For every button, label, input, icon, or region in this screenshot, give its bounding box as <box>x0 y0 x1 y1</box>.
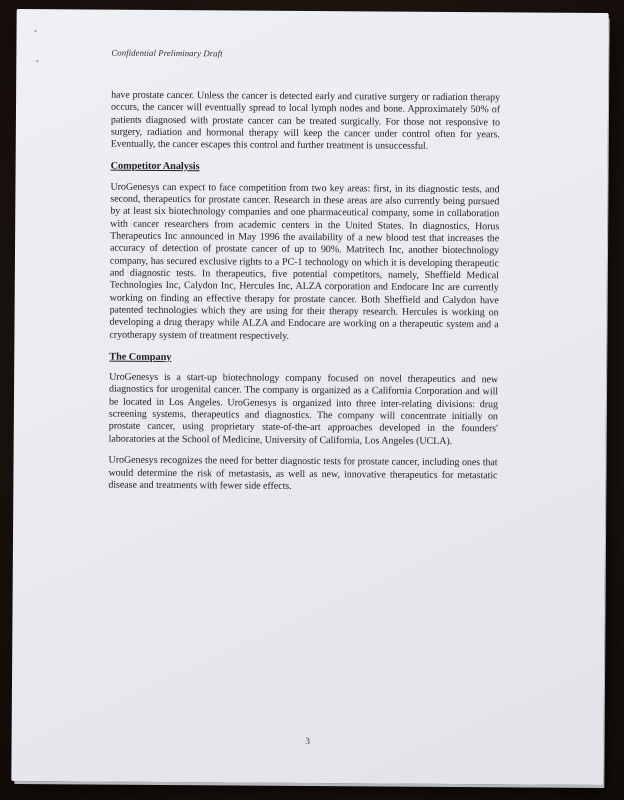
paragraph-company-overview: UroGenesys is a start-up biotechnology company focused on novel therapeutics and new diagnostics for urogenital cancer. The company is organized as a California Corporation and will be located in Los Angeles. UroGenesys is organized into three inter-relating divisions: drug screening systems, therapeutics and diagnostics. The company will concentrate initially on prostate cancer, using proprietary state-of-the-art approaches developed in the founders' laboratories at the School of Medicine, University of California, Los Angeles (UCLA). <box>108 371 499 447</box>
scan-speck <box>35 30 37 32</box>
paragraph-competition: UroGenesys can expect to face competition from two key areas: first, in its diagnostic tests, and second, therapeutics for prostate cancer. Research in these areas are also currently being pursued by at least six biotechnology companies and one pharmaceutical company, some in collaboration with cancer researchers from academic centers in the United States. In diagnostics, Horus Therapeutics Inc announced in May 1996 the availability of a new blood test that increases the accuracy of detection of prostate cancer of up to 90%. Matritech Inc, another biotechnology company, has secured exclusive rights to a PC-1 technology on which it is developing therapeutic and diagnostic tests. In therapeutics, five potential competitors, namely, Sheffield Medical Technologies Inc, Calydon Inc, Hercules Inc, ALZA corporation and Endocare Inc are currently working on finding an effective therapy for prostate cancer. Both Sheffield and Calydon have patented technologies which they are using for their therapy research. Hercules is working on developing a drug therapy while ALZA and Endocare are working on a therapeutic system and a cryotherapy system of treatment respectively. <box>109 181 500 342</box>
document-body <box>108 90 500 505</box>
confidentiality-header: Confidential Preliminary Draft <box>111 47 223 59</box>
heading-the-company: The Company <box>109 351 172 363</box>
document-page <box>11 9 608 785</box>
paragraph-prostate-cancer-intro: have prostate cancer. Unless the cancer is detected early and curative surgery or radiation therapy occurs, the cancer will eventually spread to local lymph nodes and bone. Approximately 50% of patients diagnosed with prostate cancer can be treated surgically. For those not responsive to surgery, radiation and hormonal therapy will keep the cancer under control often for years. Eventually, the cancer escapes this control and further treatment is unsuccessful. <box>110 89 501 153</box>
paragraph-company-recognition: UroGenesys recognizes the need for better diagnostic tests for prostate cancer, including ones that would determine the risk of metastasis, as well as new, innovative therapeutics for metastatic disease and treatments with fewer side effects. <box>108 455 498 492</box>
heading-competitor-analysis: Competitor Analysis <box>110 160 200 173</box>
page-number: 3 <box>305 736 311 748</box>
scan-speck <box>36 60 38 62</box>
